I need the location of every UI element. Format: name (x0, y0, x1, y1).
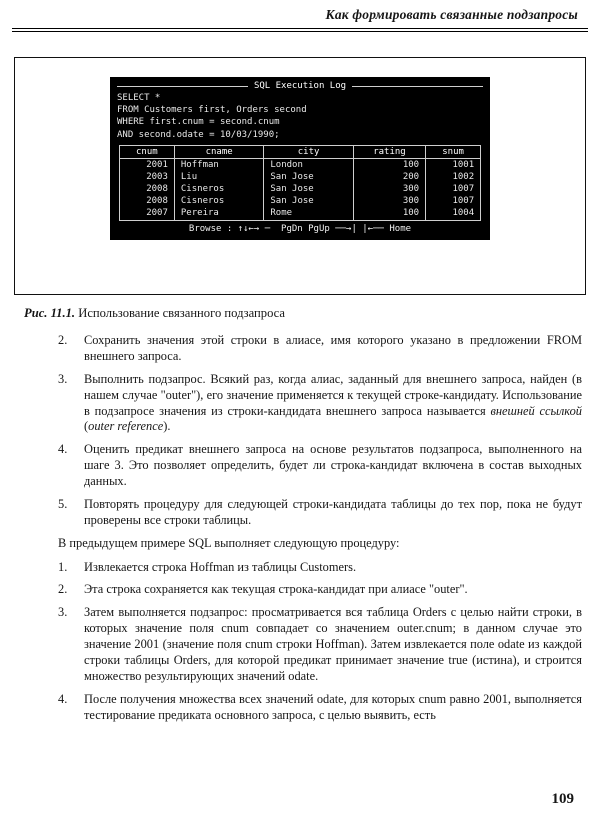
table-row (119, 171, 480, 183)
table-cell: 2008 (119, 195, 174, 207)
running-head: Как формировать связанные подзапросы (325, 7, 578, 22)
sql-query-line: AND second.odate = 10/03/1990; (117, 129, 280, 140)
list-item-number: 2. (58, 333, 68, 347)
header-double-rule (12, 28, 588, 32)
result-table (119, 145, 481, 221)
list-item-number: 4. (58, 691, 68, 706)
page-number: 109 (551, 791, 574, 807)
list-item-number: 3. (58, 371, 68, 386)
list-item-number: 2. (58, 582, 68, 597)
list-item-text: Эта строка сохраняется как текущая строка-кандидат при алиасе "outer". (84, 582, 468, 597)
table-cell: 200 (353, 171, 425, 183)
sql-query-line: SELECT * (117, 93, 161, 104)
sql-query-line: FROM Customers first, Orders second (117, 105, 307, 116)
table-row (119, 195, 480, 207)
table-cell: Cisneros (174, 195, 263, 207)
column-header: city (264, 145, 353, 158)
title-rule-left (117, 86, 248, 87)
list-item (58, 333, 582, 365)
table-cell: 2007 (119, 207, 174, 220)
figure-caption (24, 306, 285, 321)
list-item-text: Сохранить значения этой строки в алиасе, имя которого указано в предложении FROM внешнего запроса. (84, 333, 582, 363)
list-item-text: Оценить предикат внешнего запроса на основе результатов подзапроса, выполненного на шаге 3. Это позволяет определить, будет ли строка-кандидат включена в состав выходных данных. (84, 442, 582, 488)
table-cell: Rome (264, 207, 353, 220)
list-item (58, 442, 582, 490)
table-cell: Cisneros (174, 183, 263, 195)
body-text (58, 333, 582, 730)
list-item (58, 582, 582, 598)
sql-query-line: WHERE first.cnum = second.cnum (117, 117, 280, 128)
column-header: rating (353, 145, 425, 158)
list-item-number: 3. (58, 605, 68, 620)
list-item-text: Выполнить подзапрос. Всякий раз, когда алиас, заданный для внешнего запроса, найден (в нашем случае "outer"), его значение применяется к текущей строке-кандидату. Использование в подзапросе значения из строки-кандидата внешнего запроса называется внешней ссылкой (outer reference). (84, 371, 582, 434)
terminal-title: SQL Execution Log (253, 81, 347, 91)
list-item-number: 5. (58, 496, 68, 511)
table-cell: 100 (353, 158, 425, 171)
title-rule-right (352, 86, 483, 87)
column-header: cnum (119, 145, 174, 158)
table-cell: 300 (353, 195, 425, 207)
figure-caption-label: Рис. 11.1. (24, 306, 76, 320)
table-cell: London (264, 158, 353, 171)
terminal-window (110, 77, 490, 240)
column-header: snum (426, 145, 481, 158)
table-cell: 300 (353, 183, 425, 195)
table-cell: 1004 (426, 207, 481, 220)
browse-status-bar: Browse : ↑↓←→ ─ PgDn PgUp ──→| |←── Home (188, 223, 412, 234)
list-item-text: Повторять процедуру для следующей строки-кандидата таблицы до тех пор, пока не будут проверены все строки таблицы. (84, 496, 582, 527)
table-cell: San Jose (264, 171, 353, 183)
table-cell: Liu (174, 171, 263, 183)
table-cell: 2003 (119, 171, 174, 183)
table-row (119, 207, 480, 220)
intro-paragraph: В предыдущем примере SQL выполняет следующую процедуру: (58, 535, 400, 550)
list-item-number: 1. (58, 559, 68, 574)
table-cell: 2001 (119, 158, 174, 171)
list-item-number: 4. (58, 442, 68, 457)
table-row (119, 158, 480, 171)
terminal-title-bar (117, 80, 483, 92)
table-cell: Pereira (174, 207, 263, 220)
table-cell: 2008 (119, 183, 174, 195)
figure-caption-text: Использование связанного подзапроса (75, 306, 286, 320)
list-item (58, 497, 582, 529)
table-cell: 1001 (426, 158, 481, 171)
list-item-text: Затем выполняется подзапрос: просматривается вся таблица Orders с целью найти строки, в которых значение поля cnum совпадает со значением outer.cnum; в данном случае это значение 2001 (значение поля cnum строки Hoffman). Затем извлекается поле odate из каждой строки таблицы Orders, для которой предикат принимает значение true (истина), и строится множество результирующих значений odate. (84, 605, 582, 683)
table-cell: Hoffman (174, 158, 263, 171)
table-row (119, 183, 480, 195)
table-cell: 1007 (426, 195, 481, 207)
table-cell: 1007 (426, 183, 481, 195)
list-item (58, 372, 582, 436)
table-cell: 1002 (426, 171, 481, 183)
list-item (58, 692, 582, 724)
figure-frame (14, 57, 586, 295)
list-item (58, 560, 582, 576)
list-item (58, 605, 582, 684)
table-cell: San Jose (264, 183, 353, 195)
list-item-text: Извлекается строка Hoffman из таблицы Customers. (84, 559, 357, 574)
table-cell: San Jose (264, 195, 353, 207)
list-item-text: После получения множества всех значений odate, для которых cnum равно 2001, выполняется тестирование предиката основного запроса, с целью выявить, есть (84, 691, 582, 722)
result-table-header-row (119, 145, 480, 158)
column-header: cname (174, 145, 263, 158)
table-cell: 100 (353, 207, 425, 220)
